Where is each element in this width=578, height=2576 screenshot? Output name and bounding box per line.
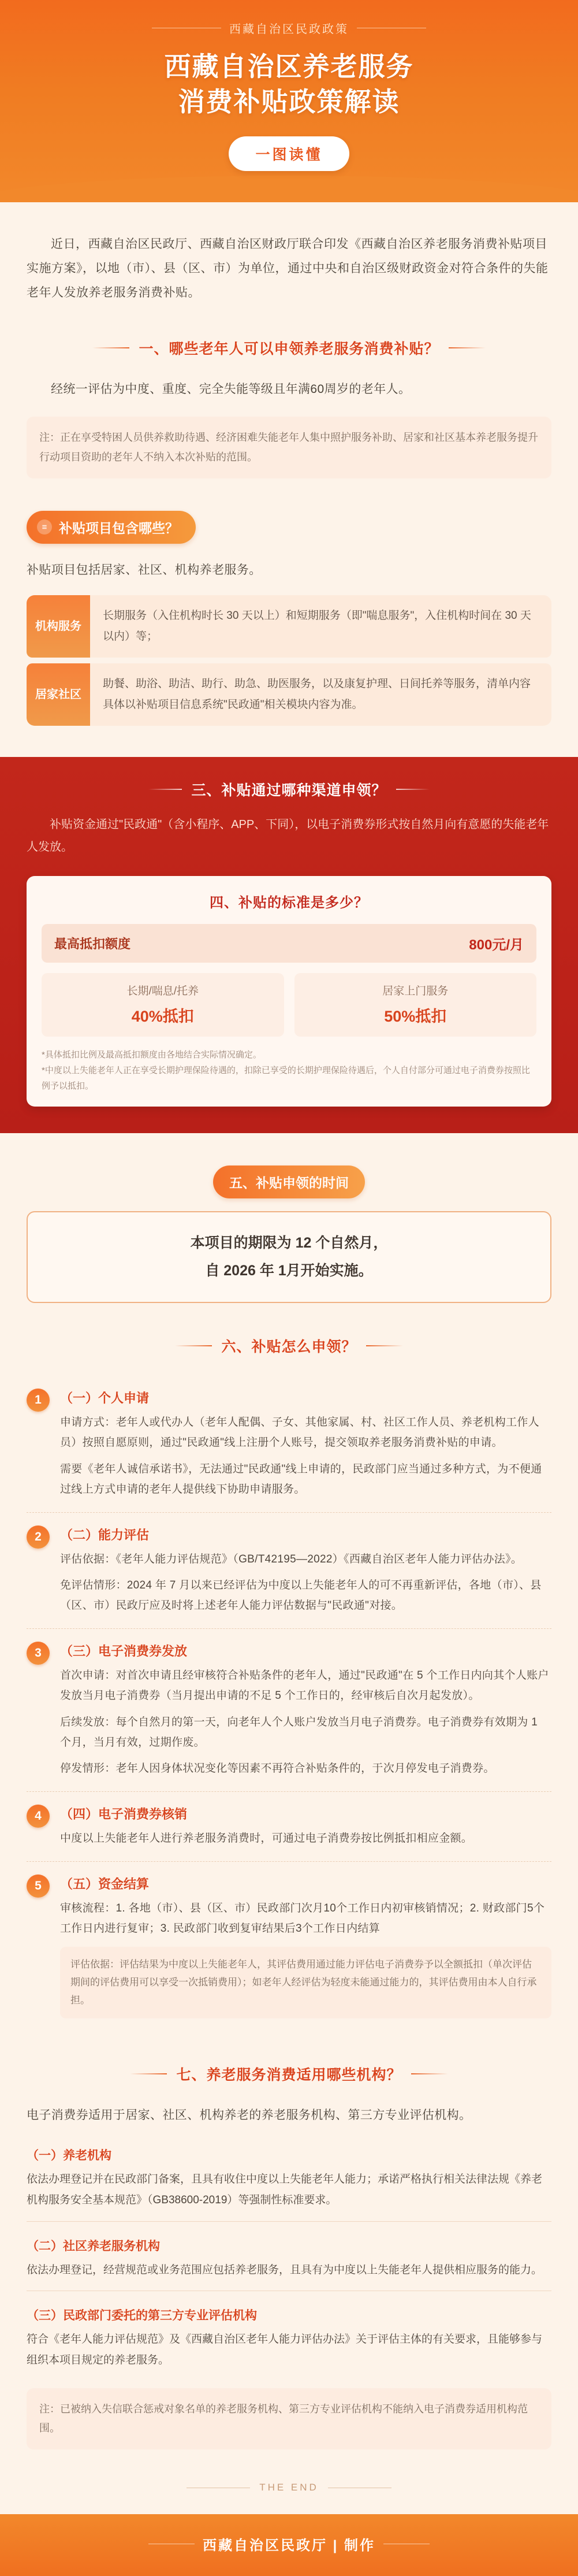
discount-head: 居家上门服务: [382, 985, 449, 998]
step-body: [60, 1525, 551, 1616]
section-7-title-text: 七、养老服务消费适用哪些机构？: [176, 2067, 402, 2084]
period-line2: 自 2026 年 1月开始实施。: [205, 1262, 373, 1279]
discount-footnotes: [42, 1047, 536, 1094]
section-5-tag: [213, 1165, 365, 1198]
page-header: [0, 0, 578, 202]
org-paragraph: 符合《老年人能力评估规范》及《西藏自治区老年人能力评估办法》关于评估主体的有关要求，且能够参与组织本项目规定的养老服务。: [27, 2333, 543, 2366]
page-footer: [0, 2514, 578, 2576]
list-item: [27, 2293, 551, 2373]
rule-left: [148, 789, 182, 790]
application-steps: [27, 1376, 551, 2031]
end-mark-text: THE END: [259, 2482, 319, 2493]
list-item: [27, 2133, 551, 2224]
step-number: 1: [27, 1389, 50, 1412]
step-paragraph: 申请方式：老年人或代办人（老年人配偶、子女、其他家属、村、社区工作人员、养老机构工作人员）按照自愿原则，通过"民政通"线上注册个人账号，提交领取养老服务消费补贴的申请。: [60, 1416, 539, 1449]
step-number: 2: [27, 1525, 50, 1549]
max-amount-value: 800元/月: [469, 937, 524, 953]
list-item: [27, 1792, 551, 1862]
step-body: [60, 1805, 551, 1849]
period-line1: 本项目的期限为 12 个自然月，: [190, 1235, 388, 1252]
list-item: [27, 1513, 551, 1629]
section-6-title: [27, 1335, 551, 1356]
list-icon: ≡: [37, 519, 52, 534]
end-mark: [27, 2482, 551, 2499]
step-heading: （三）电子消费券发放: [60, 1644, 188, 1659]
section-3-title-text: 三、补贴通过哪种渠道申领？: [191, 782, 387, 799]
org-heading: （二）社区养老服务机构: [27, 2239, 160, 2253]
footer-credit: [0, 2534, 578, 2554]
rule-right: [449, 347, 486, 348]
header-eyebrow: [0, 20, 578, 36]
page-title-line2: 消费补贴政策解读: [178, 86, 400, 117]
table-row: [27, 663, 551, 726]
step-number: 4: [27, 1805, 50, 1828]
step-number: 5: [27, 1875, 50, 1898]
header-badge: 一图读懂: [229, 136, 349, 171]
section-7-title: [27, 2063, 551, 2084]
section-1-paragraph: 经统一评估为中度、重度、完全失能等级且年满60周岁的老年人。: [51, 383, 411, 396]
list-item: [27, 1376, 551, 1513]
divider: [27, 2221, 551, 2222]
section-4-title: 四、补贴的标准是多少？: [210, 895, 368, 911]
section-1-title: [27, 337, 551, 358]
content-body: [0, 202, 578, 2576]
lead-paragraph: 近日，西藏自治区民政厅、西藏自治区财政厅联合印发《西藏自治区养老服务消费补贴项目实施方案》，以地（市）、县（区、市）为单位，通过中央和自治区级财政资金对符合条件的失能老年人发放养老服务消费补贴。: [27, 237, 549, 300]
step-paragraph: 首次申请：对首次申请且经审核符合补贴条件的老年人，通过"民政通"在 5 个工作日内向其个人账户发放当月电子消费券（当月提出申请的不足 5 个工作日的，经审核后自次月起发放）。: [60, 1669, 549, 1702]
org-paragraph: 依法办理登记，经营规范或业务范围应包括养老服务，且具有为中度以上失能老年人提供相应服务的能力。: [27, 2263, 543, 2276]
step-paragraph: 后续发放：每个自然月的第一天，向老年人个人账户发放当月电子消费券。电子消费券有效期为 1 个月，当月有效，过期作废。: [60, 1716, 538, 1749]
section-5-tag-text: 五、补贴申领的时间: [229, 1175, 349, 1191]
step-paragraph: 审核流程：1. 各地（市）、县（区、市）民政部门次月10个工作日内初审核销情况；2. 财政部门5个工作日内进行复审；3. 民政部门收到复审结果后3个工作日内结算: [60, 1902, 545, 1935]
rule-right: [411, 2073, 448, 2074]
footer-credit-text: 西藏自治区民政厅 | 制作: [202, 2538, 376, 2554]
discount-value: 40%抵扣: [131, 1008, 194, 1026]
section-1-title-text: 一、哪些老年人可以申领养老服务消费补贴？: [139, 341, 439, 358]
service-items-table: [27, 595, 551, 726]
subsidy-standard-card: [27, 876, 551, 1107]
rule-right: [396, 789, 430, 790]
max-amount-label: 最高抵扣额度: [54, 937, 131, 952]
step-heading: （五）资金结算: [60, 1877, 150, 1892]
list-item: [27, 1862, 551, 2031]
section-2-tag-text: 补贴项目包含哪些？: [59, 520, 178, 536]
rule-left: [92, 347, 129, 348]
discount-card: [42, 973, 284, 1037]
rule-right: [366, 1345, 403, 1346]
discount-card: [294, 973, 537, 1037]
section-2-intro: 补贴项目包括居家、社区、机构养老服务。: [27, 563, 262, 577]
rule-left: [175, 1345, 212, 1346]
section-7-note: 注：已被纳入失信联合惩戒对象名单的养老服务机构、第三方专业评估机构不能纳入电子消费券适用机构范围。: [27, 2388, 551, 2450]
org-paragraph: 依法办理登记并在民政部门备案，且具有收住中度以上失能老年人能力；承诺严格执行相关法律法规《养老机构服务安全基本规范》（GB38600-2019）等强制性标准要求。: [27, 2173, 543, 2206]
step-paragraph: 评估依据：《老年人能力评估规范》（GB/T42195—2022）《西藏自治区老年人能力评估办法》。: [60, 1553, 523, 1565]
step-note: 评估依据：评估结果为中度以上失能老年人，其评估费用通过能力评估电子消费券予以全额抵扣（单次评估期间的评估费用可以享受一次抵销费用）；如老年人经评估为轻度未能通过能力的，其评估费用由本人自行承担。: [60, 1947, 551, 2018]
step-paragraph: 停发情形：老年人因身体状况变化等因素不再符合补贴条件的，于次月停发电子消费券。: [60, 1762, 495, 1775]
max-amount-row: [42, 924, 536, 963]
section-3-paragraph: 补贴资金通过"民政通"（含小程序、APP、下同），以电子消费券形式按自然月向有意愿的失能老年人发放。: [27, 818, 549, 854]
page-title-line1: 西藏自治区养老服务: [164, 51, 414, 81]
step-body: [60, 1389, 551, 1499]
eligible-organizations: [27, 2133, 551, 2373]
row-key: 机构服务: [27, 595, 90, 658]
step-heading: （四）电子消费券核销: [60, 1806, 188, 1821]
footnote-1: *具体抵扣比例及最高抵扣额度由各地结合实际情况确定。: [42, 1050, 262, 1060]
section-5: [27, 1165, 551, 1303]
red-panel: [0, 757, 578, 1133]
step-body: [60, 1642, 551, 1779]
step-heading: （二）能力评估: [60, 1527, 150, 1542]
footnote-2: *中度以上失能老年人正在享受长期护理保险待遇的，扣除已享受的长期护理保险待遇后，个人自付部分可通过电子消费券按照比例予以抵扣。: [42, 1066, 530, 1092]
row-key: 居家社区: [27, 663, 90, 726]
discount-columns: [42, 973, 536, 1037]
row-value: 长期服务（入住机构时长 30 天以上）和短期服务（即"喘息服务"，入住机构时间在 30 天以内）等；: [90, 595, 551, 658]
step-paragraph: 免评估情形：2024 年 7 月以来已经评估为中度以上失能老年人的可不再重新评估，各地（市）、县（区、市）民政厅应及时将上述老年人能力评估数据与"民政通"对接。: [60, 1579, 542, 1612]
row-value: 助餐、助浴、助洁、助行、助急、助医服务，以及康复护理、日间托养等服务，清单内容具体以补贴项目信息系统"民政通"相关模块内容为准。: [90, 663, 551, 726]
header-eyebrow-text: 西藏自治区民政政策: [229, 23, 349, 36]
section-6-title-text: 六、补贴怎么申领？: [221, 1339, 357, 1356]
section-7-intro: 电子消费券适用于居家、社区、机构养老的养老服务机构、第三方专业评估机构。: [27, 2109, 472, 2122]
section-2-tag: [27, 511, 196, 544]
section-1-note: 注：正在享受特困人员供养救助待遇、经济困难失能老年人集中照护服务补助、居家和社区基本养老服务提升行动项目资助的老年人不纳入本次补贴的范围。: [27, 417, 551, 478]
list-item: [27, 1629, 551, 1792]
org-heading: （三）民政部门委托的第三方专业评估机构: [27, 2309, 257, 2323]
org-heading: （一）养老机构: [27, 2149, 111, 2163]
step-paragraph: 中度以上失能老年人进行养老服务消费时，可通过电子消费券按比例抵扣相应金额。: [60, 1832, 473, 1844]
step-heading: （一）个人申请: [60, 1391, 150, 1406]
step-number: 3: [27, 1642, 50, 1665]
page-title: [0, 49, 578, 119]
table-row: [27, 595, 551, 658]
step-body: [60, 1875, 551, 2018]
discount-head: 长期/喘息/托养: [126, 985, 199, 998]
step-paragraph: 需要《老年人诚信承诺书》，无法通过"民政通"线上申请的，民政部门应当通过多种方式，为不便通过线上方式申请的老年人提供线下协助申请服务。: [60, 1463, 542, 1495]
period-card: [27, 1211, 551, 1303]
list-item: [27, 2224, 551, 2294]
rule-left: [130, 2073, 167, 2074]
discount-value: 50%抵扣: [384, 1008, 447, 1026]
section-3-title: [27, 779, 551, 800]
